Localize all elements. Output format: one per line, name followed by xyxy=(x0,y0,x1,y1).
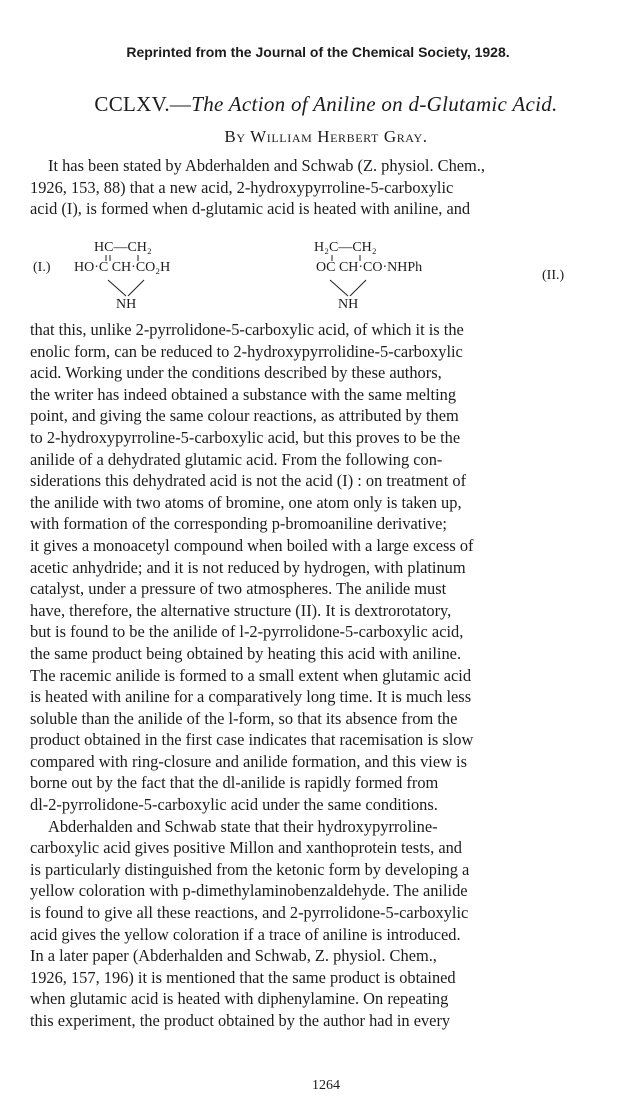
text-line: siderations this dehydrated acid is not the acid (I) : on treatment of xyxy=(30,471,467,491)
formula-ii-middle: OC CH·CO·NHPh xyxy=(316,260,423,275)
text-line: with formation of the corresponding p-bromoaniline derivative; xyxy=(30,514,447,534)
text-line: 1926, 153, 88) that a new acid, 2-hydroxypyrroline-5-carboxylic xyxy=(30,177,454,197)
article-title-text: The Action of Aniline on d-Glutamic Acid. xyxy=(191,92,558,116)
text-line: compared with ring-closure and anilide formation, and this view is xyxy=(30,751,467,771)
author-line: By William Herbert Gray. xyxy=(224,127,428,146)
text-line: product obtained in the first case indicates that racemisation is slow xyxy=(30,730,474,750)
formula-i-nh: NH xyxy=(116,297,137,312)
text-line: is heated with aniline for a comparatively long time. It is much less xyxy=(30,687,472,707)
text-line: catalyst, under a pressure of two atmospheres. The anilide must xyxy=(30,579,447,599)
structural-formulae xyxy=(30,238,622,318)
text-line: anilide of a dehydrated glutamic acid. From the following con- xyxy=(30,449,443,469)
text-line: the same product being obtained by heating this acid with aniline. xyxy=(30,643,462,663)
text-line: when glutamic acid is heated with diphenylamine. On repeating xyxy=(30,989,449,1009)
text-line: is found to give all these reactions, and 2-pyrrolidone-5-carboxylic xyxy=(30,903,469,923)
text-line: but is found to be the anilide of l-2-pyrrolidone-5-carboxylic acid, xyxy=(30,622,464,642)
text-line: yellow coloration with p-dimethylaminobenzaldehyde. The anilide xyxy=(30,881,468,901)
formula-label-ii: (II.) xyxy=(542,268,565,283)
paragraph-2 xyxy=(30,319,618,1032)
reprint-header: Reprinted from the Journal of the Chemical Society, 1928. xyxy=(126,44,510,60)
text-line: the anilide with two atoms of bromine, one atom only is taken up, xyxy=(30,492,462,512)
text-line: acid gives the yellow coloration if a trace of aniline is introduced. xyxy=(30,924,461,944)
page-number: 1264 xyxy=(312,1078,340,1093)
text-line: In a later paper (Abderhalden and Schwab, Z. physiol. Chem., xyxy=(30,946,437,966)
text-line: acetic anhydride; and it is not reduced by hydrogen, with platinum xyxy=(30,557,466,577)
text-line: to 2-hydroxypyrroline-5-carboxylic acid, but this proves to be the xyxy=(30,427,461,447)
text-line: is particularly distinguished from the ketonic form by developing a xyxy=(30,859,470,879)
text-line: soluble than the anilide of the l-form, so that its absence from the xyxy=(30,708,458,728)
text-line: it gives a monoacetyl compound when boiled with a large excess of xyxy=(30,535,474,555)
formula-i-top: HC—CH₂ xyxy=(94,240,152,255)
formula-i-middle: HO·C CH·CO₂H xyxy=(74,260,171,275)
text-line: Abderhalden and Schwab state that their hydroxypyrroline- xyxy=(48,816,438,836)
text-line: dl-2-pyrrolidone-5-carboxylic acid under the same conditions. xyxy=(30,795,438,815)
text-line: the writer has indeed obtained a substance with the same melting xyxy=(30,384,457,404)
text-line: The racemic anilide is formed to a small extent when glutamic acid xyxy=(30,665,472,685)
article-title xyxy=(30,92,622,117)
text-line: acid (I), is formed when d-glutamic acid is heated with aniline, and xyxy=(30,199,471,219)
article-number: CCLXV.— xyxy=(94,92,192,116)
formula-ii-top: H₂C—CH₂ xyxy=(314,240,377,255)
text-line: enolic form, can be reduced to 2-hydroxypyrrolidine-5-carboxylic xyxy=(30,341,463,361)
text-line: have, therefore, the alternative structure (II). It is dextrorotatory, xyxy=(30,600,452,620)
text-line: carboxylic acid gives positive Millon and xanthoprotein tests, and xyxy=(30,838,462,858)
text-line: borne out by the fact that the dl-anilide is rapidly formed from xyxy=(30,773,439,793)
formula-ii-nh: NH xyxy=(338,297,359,312)
formula-label-i: (I.) xyxy=(33,260,51,275)
paragraph-1 xyxy=(30,155,618,220)
text-line: It has been stated by Abderhalden and Schwab (Z. physiol. Chem., xyxy=(48,156,485,175)
text-line: acid. Working under the conditions described by these authors, xyxy=(30,363,442,383)
text-line: point, and giving the same colour reactions, as attributed by them xyxy=(30,406,459,426)
text-line: this experiment, the product obtained by the author had in every xyxy=(30,1011,451,1030)
text-line: 1926, 157, 196) it is mentioned that the same product is obtained xyxy=(30,967,456,987)
text-line: that this, unlike 2-pyrrolidone-5-carboxylic acid, of which it is the xyxy=(30,320,464,339)
